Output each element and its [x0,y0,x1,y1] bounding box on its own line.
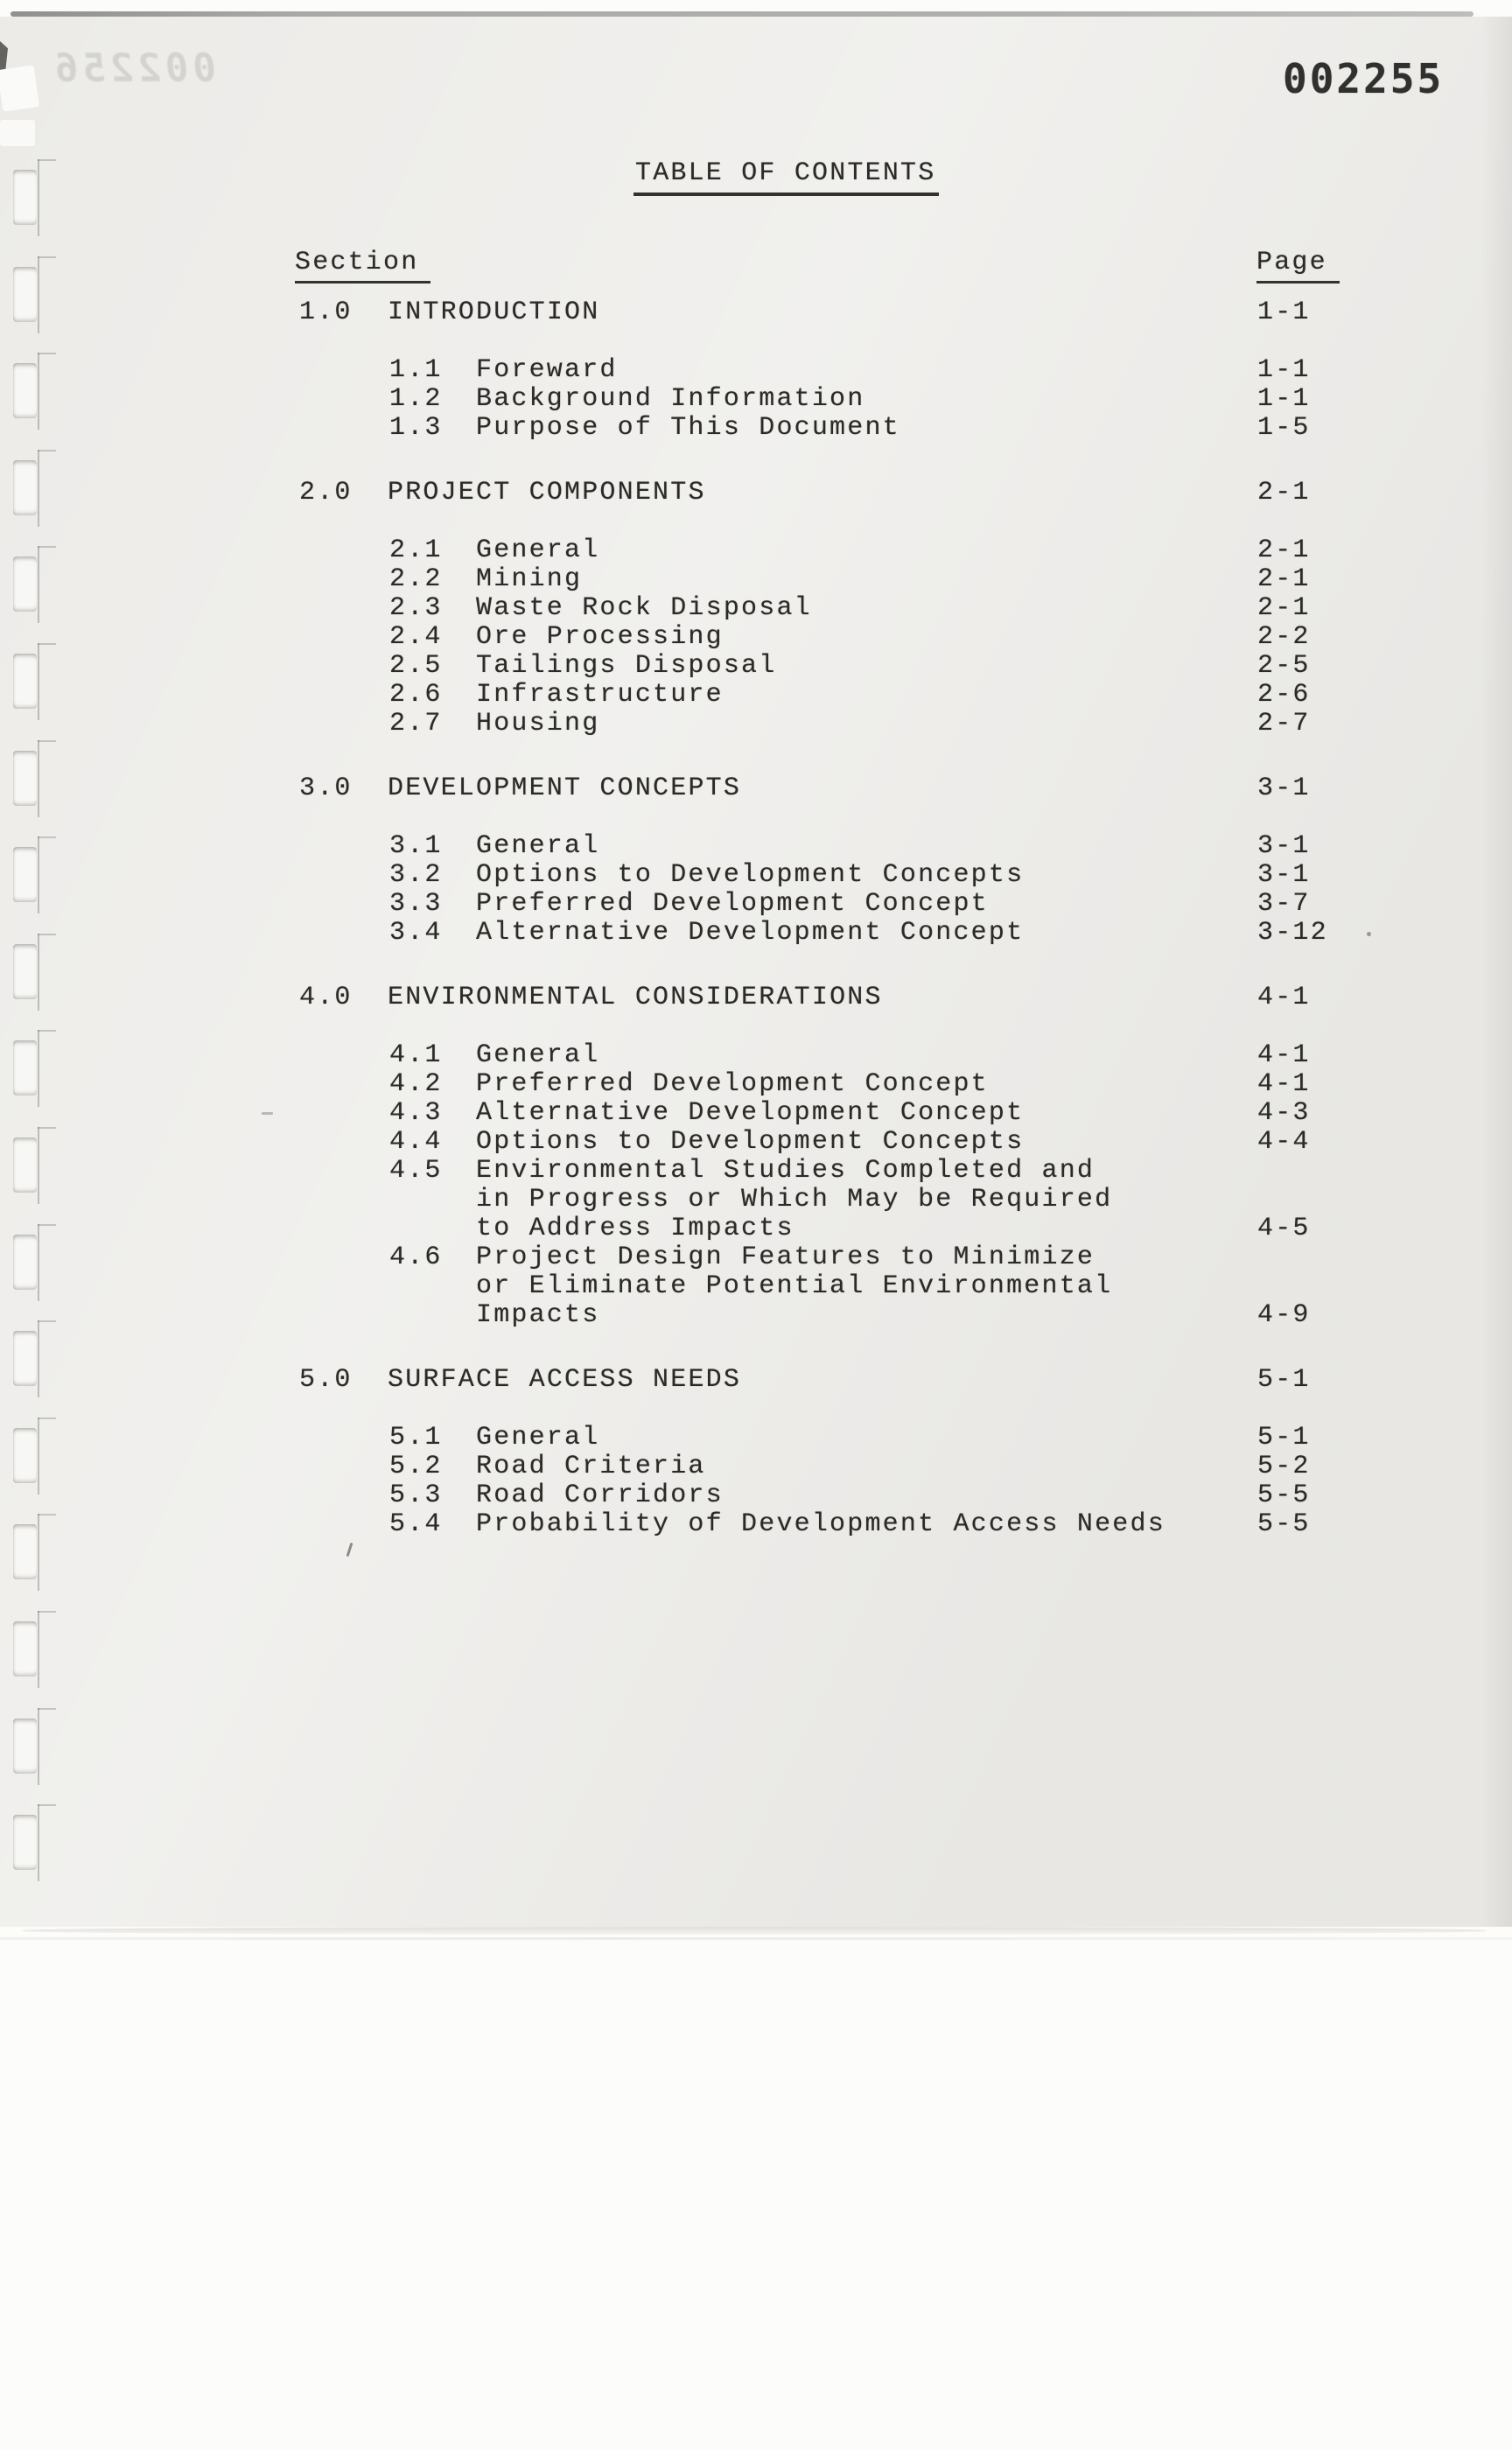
item-title: General [476,536,600,565]
toc-item-row [299,414,1463,443]
binding-tooth-crease [38,1514,56,1516]
ghost-stamp-number: 002256 [48,46,219,91]
section-number: 2.0 [299,478,353,508]
binding-tooth-crease [38,1611,56,1613]
sheet-bottom-edge-shadow [0,1937,1512,1940]
item-title: Foreward [476,355,618,385]
item-number: 5.4 [389,1509,443,1539]
section-title: ENVIRONMENTAL CONSIDERATIONS [388,983,883,1012]
binding-hole [13,1235,37,1290]
toc-item-row [299,623,1463,652]
item-title: Ore Processing [476,622,724,652]
binding-tooth-crease [38,450,39,527]
item-number: 5.3 [389,1480,443,1510]
item-title: to Address Impacts [476,1214,794,1243]
item-page-ref: 2-5 [1257,651,1311,681]
item-page-ref: 2-1 [1257,564,1311,594]
binding-tooth-crease [38,546,56,548]
binding-tooth-crease [38,836,56,838]
item-title: Tailings Disposal [476,651,777,681]
section-gap [299,1330,1463,1366]
document-title: TABLE OF CONTENTS [634,158,939,196]
item-title: Preferred Development Concept [476,1069,989,1099]
item-page-ref: 5-5 [1257,1509,1311,1539]
binding-tooth-crease [38,1127,56,1129]
toc-item-row [299,1157,1463,1186]
toc-item-row [299,565,1463,594]
item-number: 1.2 [389,384,443,414]
section-page-ref: 5-1 [1257,1365,1311,1395]
toc-item-row [299,1301,1463,1330]
toc-item-row [299,1510,1463,1539]
binding-tooth-crease [38,1127,39,1204]
section-page-ref: 1-1 [1257,298,1311,327]
blank-line [299,327,1463,356]
item-number: 2.7 [389,709,443,738]
section-number: 5.0 [299,1365,353,1395]
item-number: 4.3 [389,1098,443,1128]
item-number: 2.1 [389,536,443,565]
toc-item-row [299,1452,1463,1481]
item-number: 2.2 [389,564,443,594]
toc-item-row [299,1099,1463,1128]
toc-item-row [299,1243,1463,1272]
blank-line [299,1395,1463,1424]
item-number: 2.4 [389,622,443,652]
section-gap [299,738,1463,774]
binding-tooth-crease [38,546,39,623]
binding-tooth-crease [38,1708,56,1710]
binding-hole [13,1331,37,1386]
toc-item-row [299,1272,1463,1301]
binding-tooth-crease [38,1418,39,1494]
section-title: SURFACE ACCESS NEEDS [388,1365,742,1395]
binding-tooth-crease [38,450,56,452]
binding-hole [13,751,37,806]
item-page-ref: 2-1 [1257,593,1311,623]
binding-tooth-crease [38,740,56,742]
torn-corner-notch [0,120,35,146]
item-number: 1.1 [389,355,443,385]
sheet-bottom-edge [23,1927,1486,1935]
binding-tooth-crease [38,934,39,1011]
item-page-ref: 3-7 [1257,889,1311,919]
toc-item-row [299,1070,1463,1099]
scan-speck [346,1543,354,1557]
section-page-ref: 4-1 [1257,983,1311,1012]
item-page-ref: 2-1 [1257,536,1311,565]
binding-tooth-crease [38,934,56,935]
item-title: or Eliminate Potential Environmental [476,1271,1113,1301]
item-number: 4.2 [389,1069,443,1099]
item-page-ref: 5-2 [1257,1452,1311,1481]
toc-section-row [299,984,1463,1012]
item-page-ref: 4-4 [1257,1127,1311,1157]
toc-item-row [299,1186,1463,1214]
toc-item-row [299,594,1463,623]
toc-item-row [299,1424,1463,1452]
binding-tooth-crease [38,1514,39,1591]
binding-hole [13,1718,37,1774]
toc-section-row [299,774,1463,803]
scan-speck [262,1112,273,1115]
binding-tooth-crease [38,740,39,817]
toc-item-row [299,1128,1463,1157]
item-number: 4.4 [389,1127,443,1157]
binding-hole [13,1815,37,1870]
section-title: PROJECT COMPONENTS [388,478,706,508]
item-title: Waste Rock Disposal [476,593,812,623]
toc-item-row [299,710,1463,738]
item-number: 2.5 [389,651,443,681]
item-number: 4.5 [389,1156,443,1186]
item-title: Options to Development Concepts [476,860,1025,890]
item-number: 5.2 [389,1452,443,1481]
binding-hole [13,556,37,612]
binding-tooth-crease [38,256,39,333]
section-number: 1.0 [299,298,353,327]
item-title: Housing [476,709,600,738]
binding-hole [13,1621,37,1676]
item-page-ref: 2-2 [1257,622,1311,652]
item-page-ref: 4-5 [1257,1214,1311,1243]
item-page-ref: 3-12 [1257,918,1328,948]
item-number: 3.4 [389,918,443,948]
toc-item-row [299,652,1463,681]
binding-hole [13,363,37,418]
item-page-ref: 1-1 [1257,384,1311,414]
item-title: Project Design Features to Minimize [476,1242,1096,1272]
binding-tooth-crease [38,159,56,161]
item-number: 4.6 [389,1242,443,1272]
item-title: General [476,1423,600,1452]
binding-hole [13,267,37,322]
section-gap [299,948,1463,984]
toc-list [299,298,1463,1539]
item-title: Alternative Development Concept [476,1098,1025,1128]
scan-speck [1367,932,1371,936]
item-page-ref: 2-6 [1257,680,1311,710]
item-title: Preferred Development Concept [476,889,989,919]
section-gap [299,443,1463,479]
item-number: 3.3 [389,889,443,919]
binding-tooth-crease [38,1030,56,1032]
item-number: 5.1 [389,1423,443,1452]
item-title: Mining [476,564,583,594]
binding-tooth-crease [38,643,39,720]
toc-item-row [299,356,1463,385]
item-title: Options to Development Concepts [476,1127,1025,1157]
binding-hole [13,1138,37,1193]
binding-hole [13,1428,37,1483]
item-title: Probability of Development Access Needs [476,1509,1166,1539]
toc-item-row [299,919,1463,948]
column-header-page: Page [1256,248,1340,284]
binding-tooth-crease [38,1708,39,1785]
binding-tooth-crease [38,159,39,236]
item-title: Purpose of This Document [476,413,900,443]
binding-tooth-crease [38,1611,39,1688]
toc-item-row [299,1481,1463,1510]
item-title: General [476,1040,600,1070]
toc-item-row [299,536,1463,565]
item-number: 4.1 [389,1040,443,1070]
section-page-ref: 2-1 [1257,478,1311,508]
item-title: Background Information [476,384,865,414]
toc-item-row [299,832,1463,861]
binding-tooth-crease [38,1320,56,1322]
item-title: in Progress or Which May be Required [476,1185,1113,1214]
toc-item-row [299,861,1463,890]
section-title: INTRODUCTION [388,298,600,327]
item-number: 3.1 [389,831,443,861]
item-page-ref: 4-1 [1257,1069,1311,1099]
item-page-ref: 2-7 [1257,709,1311,738]
stamp-number: 002255 [1283,55,1445,102]
toc-item-row [299,1041,1463,1070]
binding-tooth-crease [38,1804,56,1806]
item-title: Road Criteria [476,1452,706,1481]
toc-section-row [299,479,1463,508]
item-title: Infrastructure [476,680,724,710]
binding-tooth-crease [38,1418,56,1419]
item-title: Environmental Studies Completed and [476,1156,1096,1186]
paper-sheet [0,17,1512,1927]
item-page-ref: 4-9 [1257,1300,1311,1330]
toc-section-row [299,1366,1463,1395]
binding-tooth-crease [38,353,39,430]
binding-tooth-crease [38,353,56,354]
item-page-ref: 1-5 [1257,413,1311,443]
item-page-ref: 3-1 [1257,860,1311,890]
item-number: 2.3 [389,593,443,623]
item-title: Alternative Development Concept [476,918,1025,948]
item-page-ref: 4-3 [1257,1098,1311,1128]
item-page-ref: 5-5 [1257,1480,1311,1510]
toc-item-row [299,890,1463,919]
binding-tooth-crease [38,1224,56,1226]
binding-hole [13,944,37,999]
binding-hole [13,460,37,515]
binding-tooth-crease [38,1030,39,1107]
item-page-ref: 5-1 [1257,1423,1311,1452]
item-title: General [476,831,600,861]
item-page-ref: 3-1 [1257,831,1311,861]
toc-item-row [299,1214,1463,1243]
column-header-section: Section [295,248,430,284]
blank-line [299,508,1463,536]
binding-hole [13,847,37,902]
binding-hole [13,1524,37,1579]
item-page-ref: 1-1 [1257,355,1311,385]
blank-line [299,803,1463,832]
binding-tooth-crease [38,1224,39,1301]
item-number: 3.2 [389,860,443,890]
blank-line [299,1012,1463,1041]
item-number: 1.3 [389,413,443,443]
binding-tooth-crease [38,643,56,645]
binding-tooth-crease [38,256,56,258]
torn-corner-notch [0,65,39,111]
binding-tooth-crease [38,1320,39,1397]
section-number: 3.0 [299,774,353,803]
binding-tooth-crease [38,1804,39,1881]
item-number: 2.6 [389,680,443,710]
binding-hole [13,654,37,709]
toc-item-row [299,385,1463,414]
section-page-ref: 3-1 [1257,774,1311,803]
toc-section-row [299,298,1463,327]
item-title: Impacts [476,1300,600,1330]
section-title: DEVELOPMENT CONCEPTS [388,774,742,803]
section-number: 4.0 [299,983,353,1012]
toc-item-row [299,681,1463,710]
item-title: Road Corridors [476,1480,724,1510]
binding-tooth-crease [38,836,39,914]
binding-hole [13,170,37,225]
item-page-ref: 4-1 [1257,1040,1311,1070]
binding-hole [13,1040,37,1096]
